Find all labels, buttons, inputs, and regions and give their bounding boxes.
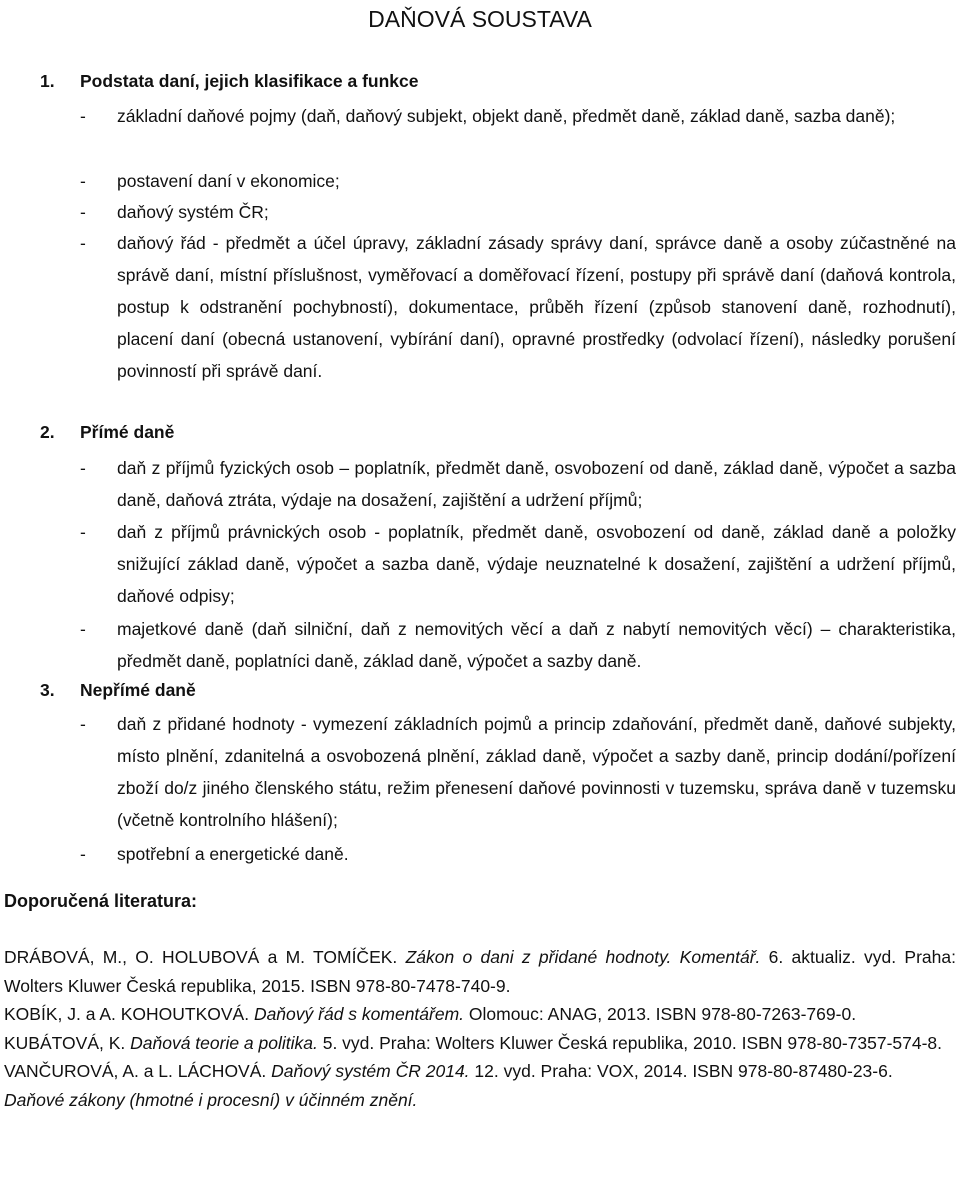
list-item [80, 227, 956, 387]
list-item-text: majetkové daně (daň silniční, daň z nemovitých věcí a daň z nabytí nemovitých věcí) – charakteristika, předmět daně, poplatníci daně, základ daně, výpočet a sazby daně. [117, 619, 956, 671]
section-number: 3. [40, 680, 55, 700]
entry-title: Daňový řád s komentářem. [253, 1004, 465, 1024]
bullet-dash: - [80, 844, 86, 864]
section-number: 1. [40, 71, 55, 91]
list-item-text: daň z příjmů právnických osob - poplatník, předmět daně, osvobození od daně, základ daně a položky snižující základ daně, výpočet a sazba daně, výdaje neuznatelné k dosažení, zajištění a udržení příjmů, daňové odpisy; [117, 522, 956, 606]
list-item-text: daňový systém ČR; [117, 202, 269, 222]
literature-list [4, 943, 956, 1114]
literature-entry [4, 943, 956, 1000]
list-item [80, 101, 956, 132]
list-item-text: daň z příjmů fyzických osob – poplatník, předmět daně, osvobození od daně, základ daně, výpočet a sazba daně, daňová ztráta, výdaje na dosažení, zajištění a udržení příjmů; [117, 458, 956, 510]
section-heading-text: Přímé daně [80, 422, 175, 442]
list-item-text: spotřební a energetické daně. [117, 844, 349, 864]
bullet-dash: - [80, 619, 86, 639]
entry-publication: Olomouc: ANAG, 2013. ISBN 978-80-7263-769-0. [464, 1004, 857, 1024]
bullet-dash: - [80, 458, 86, 478]
bullet-dash: - [80, 233, 86, 253]
bullet-dash: - [80, 714, 86, 734]
list-item-text: daň z přidané hodnoty - vymezení základních pojmů a princip zdaňování, předmět daně, daňové subjekty, místo plnění, zdanitelná a osvobozená plnění, základ daně, výpočet a sazby daně, princip dodání/pořízení zboží do/z jiného členského státu, režim přenesení daňové povinnosti v tuzemsku, správa daně v tuzemsku (včetně kontrolního hlášení); [117, 714, 956, 830]
literature-entry [4, 1000, 956, 1029]
list-item-text: postavení daní v ekonomice; [117, 171, 340, 191]
entry-publication: 5. vyd. Praha: Wolters Kluwer Česká republika, 2010. ISBN 978-80-7357-574-8. [317, 1032, 943, 1053]
bullet-dash: - [80, 202, 86, 222]
list-item [80, 838, 956, 870]
list-item-text: základní daňové pojmy (daň, daňový subjekt, objekt daně, předmět daně, základ daně, sazba daně); [117, 106, 896, 126]
section-heading-text: Nepřímé daně [80, 680, 196, 700]
entry-title: Daňová teorie a politika. [130, 1032, 318, 1053]
entry-title: Zákon o dani z přidané hodnoty. Komentář. [405, 947, 761, 967]
entry-authors: VANČUROVÁ, A. a L. LÁCHOVÁ. [4, 1061, 272, 1081]
entry-authors: KUBÁTOVÁ, K. [4, 1032, 131, 1053]
literature-entry [4, 1086, 956, 1115]
section-number: 2. [40, 422, 55, 442]
page-title: DAŇOVÁ SOUSTAVA [368, 6, 592, 32]
entry-authors: KOBÍK, J. a A. KOHOUTKOVÁ. [4, 1004, 254, 1024]
entry-publication: 6. aktualiz. vyd. Praha: Wolters Kluwer Česká republika, 2015. ISBN 978-80-7478-740-9. [4, 947, 956, 996]
entry-publication: 12. vyd. Praha: VOX, 2014. ISBN 978-80-87480-23-6. [469, 1061, 893, 1081]
section-2-heading [40, 422, 174, 443]
literature-entry [4, 1057, 956, 1086]
section-3-heading [40, 680, 196, 701]
literature-heading: Doporučená literatura: [4, 891, 198, 911]
list-item [80, 197, 956, 228]
list-item [80, 708, 956, 836]
section-heading-text: Podstata daní, jejich klasifikace a funkce [80, 71, 419, 91]
bullet-dash: - [80, 522, 86, 542]
literature-entry [4, 1029, 956, 1058]
section-1-heading [40, 71, 418, 92]
list-item [80, 613, 956, 677]
bullet-dash: - [80, 106, 86, 126]
list-item [80, 452, 956, 516]
list-item [80, 166, 956, 197]
entry-authors: DRÁBOVÁ, M., O. HOLUBOVÁ a M. TOMÍČEK. [4, 947, 406, 967]
list-item-text: daňový řád - předmět a účel úpravy, základní zásady správy daní, správce daně a osoby zúčastněné na správě daní, místní příslušnost, vyměřovací a doměřovací řízení, postupy při správě daní (daňová kontrola, postup k odstranění pochybností), dokumentace, průběh řízení (způsob stanovení daně, rozhodnutí), placení daní (obecná ustanovení, vybírání daní), opravné prostředky (odvolací řízení), následky porušení povinností při správě daní. [117, 233, 956, 381]
list-item [80, 516, 956, 612]
bullet-dash: - [80, 171, 86, 191]
entry-title: Daňový systém ČR 2014. [271, 1061, 470, 1081]
entry-title: Daňové zákony (hmotné i procesní) v účinném znění. [4, 1089, 418, 1110]
